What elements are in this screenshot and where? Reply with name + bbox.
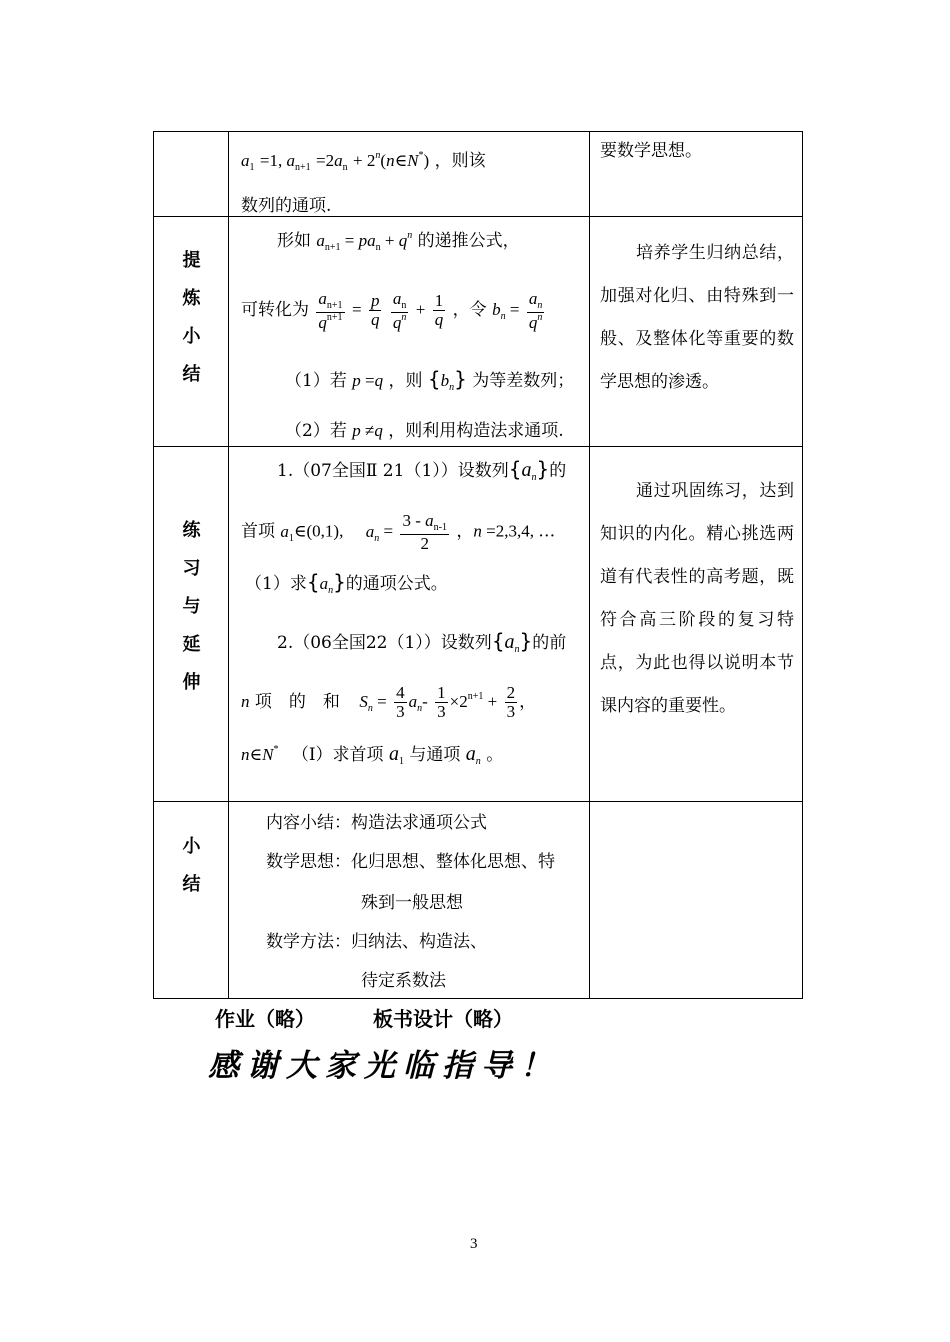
row4-line1: 内容小结：构造法求通项公式 — [266, 813, 487, 833]
row2-side-char-4: 结 — [182, 364, 201, 385]
row3-side-char-2: 习 — [182, 558, 201, 579]
page-number: 3 — [470, 1236, 478, 1252]
row3-p2-line1: 2.（06全国22（1））设数列$\{a_n\}$的前 — [277, 629, 567, 655]
row1-line2: 数列的通项. — [241, 196, 332, 216]
row1-line1: $a_1 =1$, $a_{n+1} =2a_n$ + $2^n(n\in N^*)$ ，则该 — [241, 150, 486, 173]
row4-side-char-1: 小 — [182, 836, 201, 857]
row2-side-char-3: 小 — [182, 326, 201, 347]
homework-note: 作业（略） — [215, 1007, 315, 1031]
table-top-border — [153, 131, 803, 132]
row3-side-char-3: 与 — [182, 596, 201, 617]
table-right-border — [802, 131, 803, 999]
row2-side-char-2: 炼 — [182, 288, 201, 309]
row2-line2: 可转化为 $\frac{a_{n+1}}{q^{n+1}}$ = $\frac{p}{q}$ $\frac{a_n}{q^n}$ + $\frac{1}{q}$ ，令 $b_n$ = $\frac{a_n}{q^n}$ — [241, 289, 543, 332]
row3-p2-line2: n 项 的 和 $S_n$ = $\frac{4}{3}$ $a_n-$ $\frac{1}{3}$ $\times 2^{n+1}$ + $\frac{2}{3}$ ， — [241, 683, 537, 721]
row4-line2: 数学思想：化归思想、整体化思想、特 — [266, 852, 555, 872]
row2-side-char-1: 提 — [182, 250, 201, 271]
row1-right-text: 要数学思想。 — [600, 141, 702, 161]
row3-p1-line1: 1.（07全国Ⅱ 21（1））设数列$\{a_n\}$的 — [277, 457, 567, 483]
row4-line4: 数学方法：归纳法、构造法、 — [266, 932, 487, 952]
row3-side-char-1: 练 — [182, 520, 201, 541]
row3-side-label — [154, 512, 229, 702]
row3-p1-line3: （1）求$\{a_n\}$的通项公式。 — [245, 570, 448, 596]
row3-p2-line3: n∈N* （Ⅰ）求首项 $a_1$ 与通项 $a_n$ 。 — [241, 743, 504, 767]
table-bottom-border — [153, 998, 803, 999]
row2-right-text: 培养学生归纳总结，加强对化归、由特殊到一般、及整体化等重要的数学思想的渗透。 — [600, 243, 794, 392]
row4-side-char-2: 结 — [182, 874, 201, 895]
table-col2-border — [589, 131, 590, 999]
row2-line3: （1）若 p =q ，则 $\{b_n\}$ 为等差数列； — [285, 367, 575, 393]
row2-bottom-border — [153, 446, 803, 447]
row3-side-char-5: 伸 — [182, 672, 201, 693]
row3-side-char-4: 延 — [182, 634, 201, 655]
row1-line1-tail: ，则该 — [434, 151, 486, 171]
row1-bottom-border — [153, 216, 803, 217]
row4-line5: 待定系数法 — [361, 971, 446, 991]
row4-line3: 殊到一般思想 — [361, 893, 463, 913]
thanks-banner: 感谢大家光临指导！ — [208, 1048, 559, 1084]
row4-side-label — [154, 828, 229, 904]
row2-line4: （2）若 p ≠q ，则利用构造法求通项. — [285, 421, 564, 441]
row2-line1: 形如 $a_{n+1} = pa_n + q^n$ 的递推公式， — [277, 230, 520, 253]
row3-p1-line2: 首项 $a_1\in(0,1)$, $a_n$ = $\frac{3 - a_{n-1}}{2}$ ，n =2,3,4, … — [241, 511, 556, 553]
row3-bottom-border — [153, 801, 803, 802]
row3-right-text: 通过巩固练习，达到知识的内化。精心挑选两道有代表性的高考题，既符合高三阶段的复习特点，为此也得以说明本节课内容的重要性。 — [600, 481, 794, 716]
math-a1-eq: $a_1$ — [241, 151, 255, 173]
board-design-note: 板书设计（略） — [373, 1007, 513, 1031]
row2-side-label — [154, 242, 229, 394]
